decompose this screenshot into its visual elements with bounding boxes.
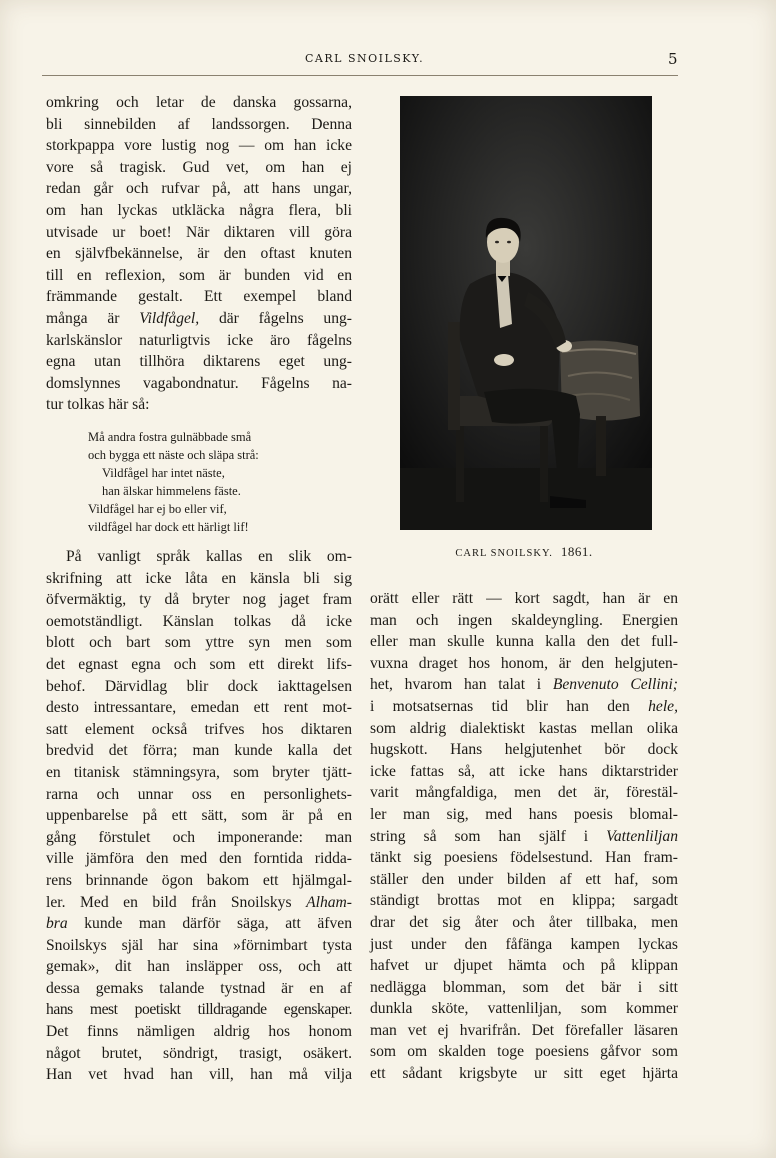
text-line: Han vet hvad han vill, han må vilja (46, 1066, 352, 1084)
text-line: orätt eller rätt — kort sagdt, han är en (370, 590, 678, 607)
text-line: oemotständligt. Känslan tolkas då icke (46, 612, 352, 630)
text-line: icke fattas så, att icke hans diktarstrider (370, 762, 678, 780)
text-line: skrifning att icke låta en känsla bli sig (46, 569, 352, 587)
text-line: uppenbarelse på ett sätt, som är på en (46, 807, 352, 825)
text-line: karlskänslor naturligtvis icke äro fågelns (46, 331, 352, 349)
text-line: som om skalden toge poesiens gåfvor som (370, 1043, 678, 1061)
page-number: 5 (668, 50, 678, 68)
text-line: ler man sig, med hans poesis blomal- (370, 805, 678, 823)
header-rule (42, 75, 678, 76)
text-line: till en reflexion, som är bunden vid en (46, 266, 352, 284)
text-line: hugskott. Hans helgjutenhet bör dock (370, 741, 678, 759)
text-line: gemak», dit han insläpper oss, och att (46, 958, 352, 976)
poem-quote (88, 428, 358, 536)
portrait-photograph (400, 96, 652, 530)
text-line: en titanisk stämningsyra, som bryter tjätt- (46, 763, 352, 781)
text-line: rarna och unnar oss en personlighets- (46, 785, 352, 803)
text-line: ett sådant krigsbyte ur sitt eget hjärta (370, 1065, 678, 1083)
poem-line: och bygga ett näste och släpa strå: (88, 448, 259, 462)
text-line: gång förstulet och imponerande: man (46, 828, 352, 846)
text-line: nedlägga blomman, som det bär i sitt (370, 978, 678, 996)
text-line: vore så tragisk. Gud vet, om han ej (46, 158, 352, 176)
text-segment: där fågelns ung- (218, 309, 353, 327)
poem-line: Vildfågel har intet näste, (102, 466, 225, 480)
text-line: något brutet, söndrigt, trasigt, osäkert. (46, 1044, 352, 1062)
text-line: en självfbekännelse, är den oftast knuten (46, 245, 352, 263)
text-line: tur tolkas här så: (46, 396, 150, 414)
text-line: utvisade ur boet! När diktaren vill göra (46, 223, 352, 241)
text-line: man vet ej hvarifrån. Det förefaller läsaren (370, 1021, 678, 1039)
left-column-bottom (46, 546, 352, 1086)
text-line: hans mest poetiskt tilldragande egenskaper. (46, 1001, 352, 1019)
italic-title-vildfagel: Vildfågel, (139, 309, 200, 327)
text-line: just under den fåfänga kampen lyckas (370, 935, 678, 953)
text-line: man och ingen skaldeyngling. Energien (370, 611, 678, 629)
text-line (370, 674, 678, 696)
text-line: vuxna draget hos honom, är den helgjuten- (370, 654, 678, 672)
poem-line: vildfågel har dock ett härligt lif! (88, 520, 249, 534)
text-line: desto intressantare, emedan ett rent mot- (46, 699, 352, 717)
text-line (46, 913, 352, 935)
text-line (46, 892, 352, 914)
text-line: dessa gemaks talande tystnad är en af (46, 979, 352, 997)
text-segment: kunde man därför säga, att äfven (84, 915, 352, 933)
caption-year: 1861. (560, 544, 593, 559)
text-line (370, 696, 678, 718)
poem-line: Må andra fostra gulnäbbade små (88, 430, 252, 444)
text-line: det egnast egna och som ett direkt lifs- (46, 655, 352, 673)
text-line: drar det sig åter och åter tillbaka, men (370, 913, 678, 931)
text-line: domslynnes vagabondnatur. Fågelns na- (46, 374, 352, 392)
text-line: dunkla sköte, vattenliljan, som kommer (370, 1000, 678, 1018)
text-line: bli sinnebilden af landssorgen. Denna (46, 115, 352, 133)
text-line: eller man skulle kunna kalla den det full- (370, 633, 678, 651)
text-line: behof. Därvidlag blir dock iakttagelsen (46, 677, 352, 695)
text-line: egna utan tillhöra diktarens eget ung- (46, 353, 352, 371)
text-line: ville jämföra den med den forntida ridda- (46, 850, 352, 868)
running-title: CARL SNOILSKY. (305, 52, 425, 65)
text-line: omkring och letar de danska gossarna, (46, 94, 352, 111)
text-line: storkpappa vore lustig nog — om han icke (46, 137, 352, 155)
text-line: Snoilskys själ har sina »förnimbart tysta (46, 936, 352, 954)
text-line: redan går och rufvar på, att hans ungar, (46, 180, 352, 198)
text-line: ständigt brottas mot en klippa; sargadt (370, 892, 678, 910)
portrait-caption (370, 544, 678, 560)
running-head (0, 52, 776, 72)
seated-man-illustration (400, 96, 652, 530)
poem-line: Vildfågel har ej bo eller vif, (88, 502, 227, 516)
italic-word-hele: hele, (648, 697, 678, 715)
text-line: ställer den under bilden af ett haf, som (370, 870, 678, 888)
caption-name: CARL SNOILSKY. (455, 548, 553, 559)
text-line (46, 308, 352, 330)
text-segment: string så som han själf i (370, 827, 589, 845)
text-segment: ler. Med en bild från Snoilskys (46, 893, 292, 911)
text-line: öfvermäktig, ty då bryter nog jaget fram (46, 591, 352, 609)
text-line: som aldrig dialektiskt kastas mellan olika (370, 719, 678, 737)
text-segment: i motsatsernas tid blir han den (370, 697, 630, 715)
text-line: varit mångfaldiga, men det är, förestäl- (370, 784, 678, 802)
italic-title-alhambra-end: bra (46, 915, 68, 933)
text-line: främmande gestalt. Ett exempel bland (46, 288, 352, 306)
right-column (370, 588, 678, 1085)
text-line: bredvid det förra; man kunde kalla det (46, 742, 352, 760)
italic-title-alhambra: Alham- (306, 893, 352, 911)
text-line: Det finns nämligen aldrig hos honom (46, 1023, 352, 1041)
text-segment: het, hvarom han talat i (370, 676, 542, 694)
italic-title-vattenliljan: Vattenliljan (606, 827, 678, 845)
italic-title-benvenuto: Benvenuto Cellini; (552, 676, 678, 694)
text-line (370, 826, 678, 848)
text-line: satt element också trifves hos diktaren (46, 720, 352, 738)
text-segment: många är (46, 309, 120, 327)
text-line: om han lyckas utkläcka några flera, bli (46, 201, 352, 219)
text-line: blott och bart som yttre syn men som (46, 634, 352, 652)
text-line: hafvet ur djupet hämta och på klippan (370, 957, 678, 975)
left-column-top (46, 92, 352, 416)
poem-line: han älskar himmelens fäste. (102, 484, 241, 498)
text-line: rens brinnande ögon bakom ett hjälmgal- (46, 871, 352, 889)
text-line: tänkt sig poesiens födelsestund. Han fram- (370, 849, 678, 867)
text-line: På vanligt språk kallas en slik om- (66, 548, 352, 565)
